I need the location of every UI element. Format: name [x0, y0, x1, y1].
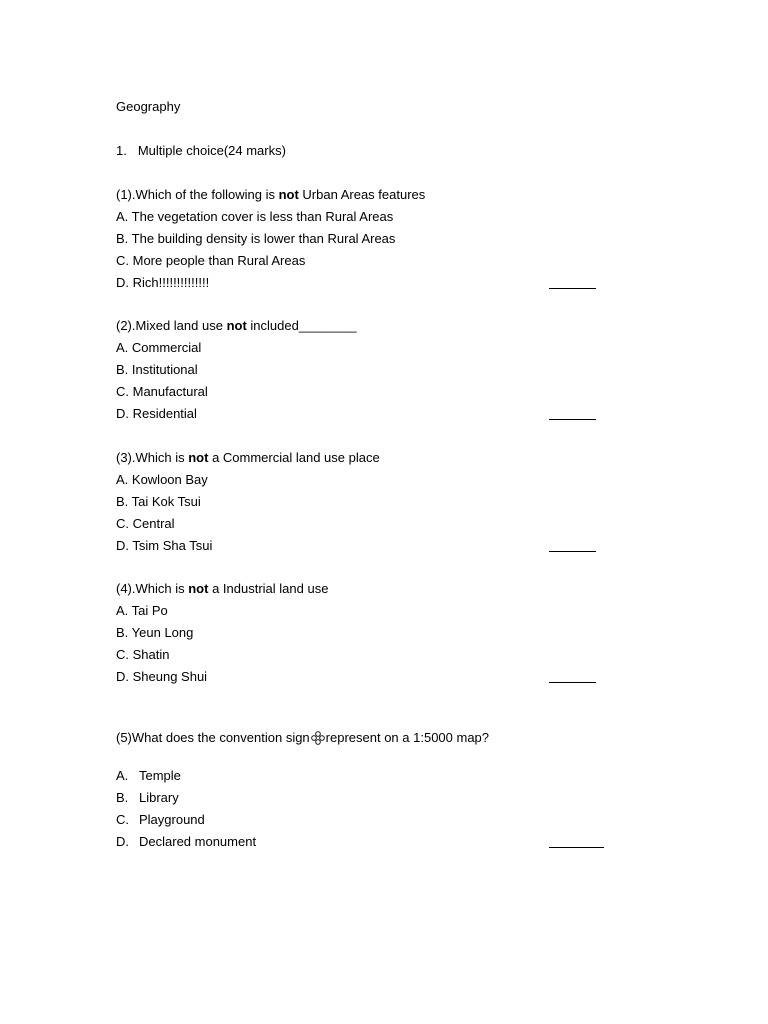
question-2-option-d: D. Residential [116, 406, 197, 421]
answer-blank-4[interactable] [549, 682, 596, 683]
question-2-option-c: C. Manufactural [116, 384, 208, 399]
question-2-option-b: B. Institutional [116, 362, 198, 377]
answer-blank-5[interactable] [549, 847, 604, 848]
question-4-option-a: A. Tai Po [116, 603, 168, 618]
question-3-option-a: A. Kowloon Bay [116, 472, 208, 487]
section-number: 1. [116, 143, 127, 158]
question-4-option-b: B. Yeun Long [116, 625, 194, 640]
document-title: Geography [116, 99, 181, 114]
question-2-option-a: A. Commercial [116, 340, 202, 355]
question-3-option-b: B. Tai Kok Tsui [116, 494, 201, 509]
emphasis-word: not [188, 581, 209, 596]
convention-sign-icon [311, 731, 325, 745]
section-title: Multiple choice(24 marks) [137, 143, 286, 158]
question-1-stem: (1).Which of the following is not Urban Areas features [116, 187, 426, 202]
section-heading [116, 143, 286, 159]
question-1-option-a: A. The vegetation cover is less than Rural Areas [116, 209, 394, 224]
question-1-option-d: D. Rich!!!!!!!!!!!!!! [116, 275, 210, 290]
question-5-option-c: C. Playground [116, 812, 205, 827]
question-5-stem: (5)What does the convention sign represent on a 1:5000 map? [116, 730, 490, 745]
emphasis-word: not [188, 450, 209, 465]
answer-blank-3[interactable] [549, 551, 596, 552]
emphasis-word: not [278, 187, 299, 202]
question-4-option-c: C. Shatin [116, 647, 170, 662]
question-4-option-d: D. Sheung Shui [116, 669, 208, 684]
answer-blank-1[interactable] [549, 288, 596, 289]
question-3-stem: (3).Which is not a Commercial land use place [116, 450, 380, 465]
question-1-option-c: C. More people than Rural Areas [116, 253, 306, 268]
question-3-option-d: D. Tsim Sha Tsui [116, 538, 213, 553]
question-4-stem: (4).Which is not a Industrial land use [116, 581, 329, 596]
answer-blank-2[interactable] [549, 419, 596, 420]
question-1-option-b: B. The building density is lower than Rural Areas [116, 231, 396, 246]
question-5-option-d: D. Declared monument [116, 834, 257, 849]
question-3-option-c: C. Central [116, 516, 175, 531]
question-5-option-a: A. Temple [116, 768, 181, 783]
question-2-stem: (2).Mixed land use not included________ [116, 318, 357, 333]
emphasis-word: not [226, 318, 247, 333]
question-5-option-b: B. Library [116, 790, 179, 805]
